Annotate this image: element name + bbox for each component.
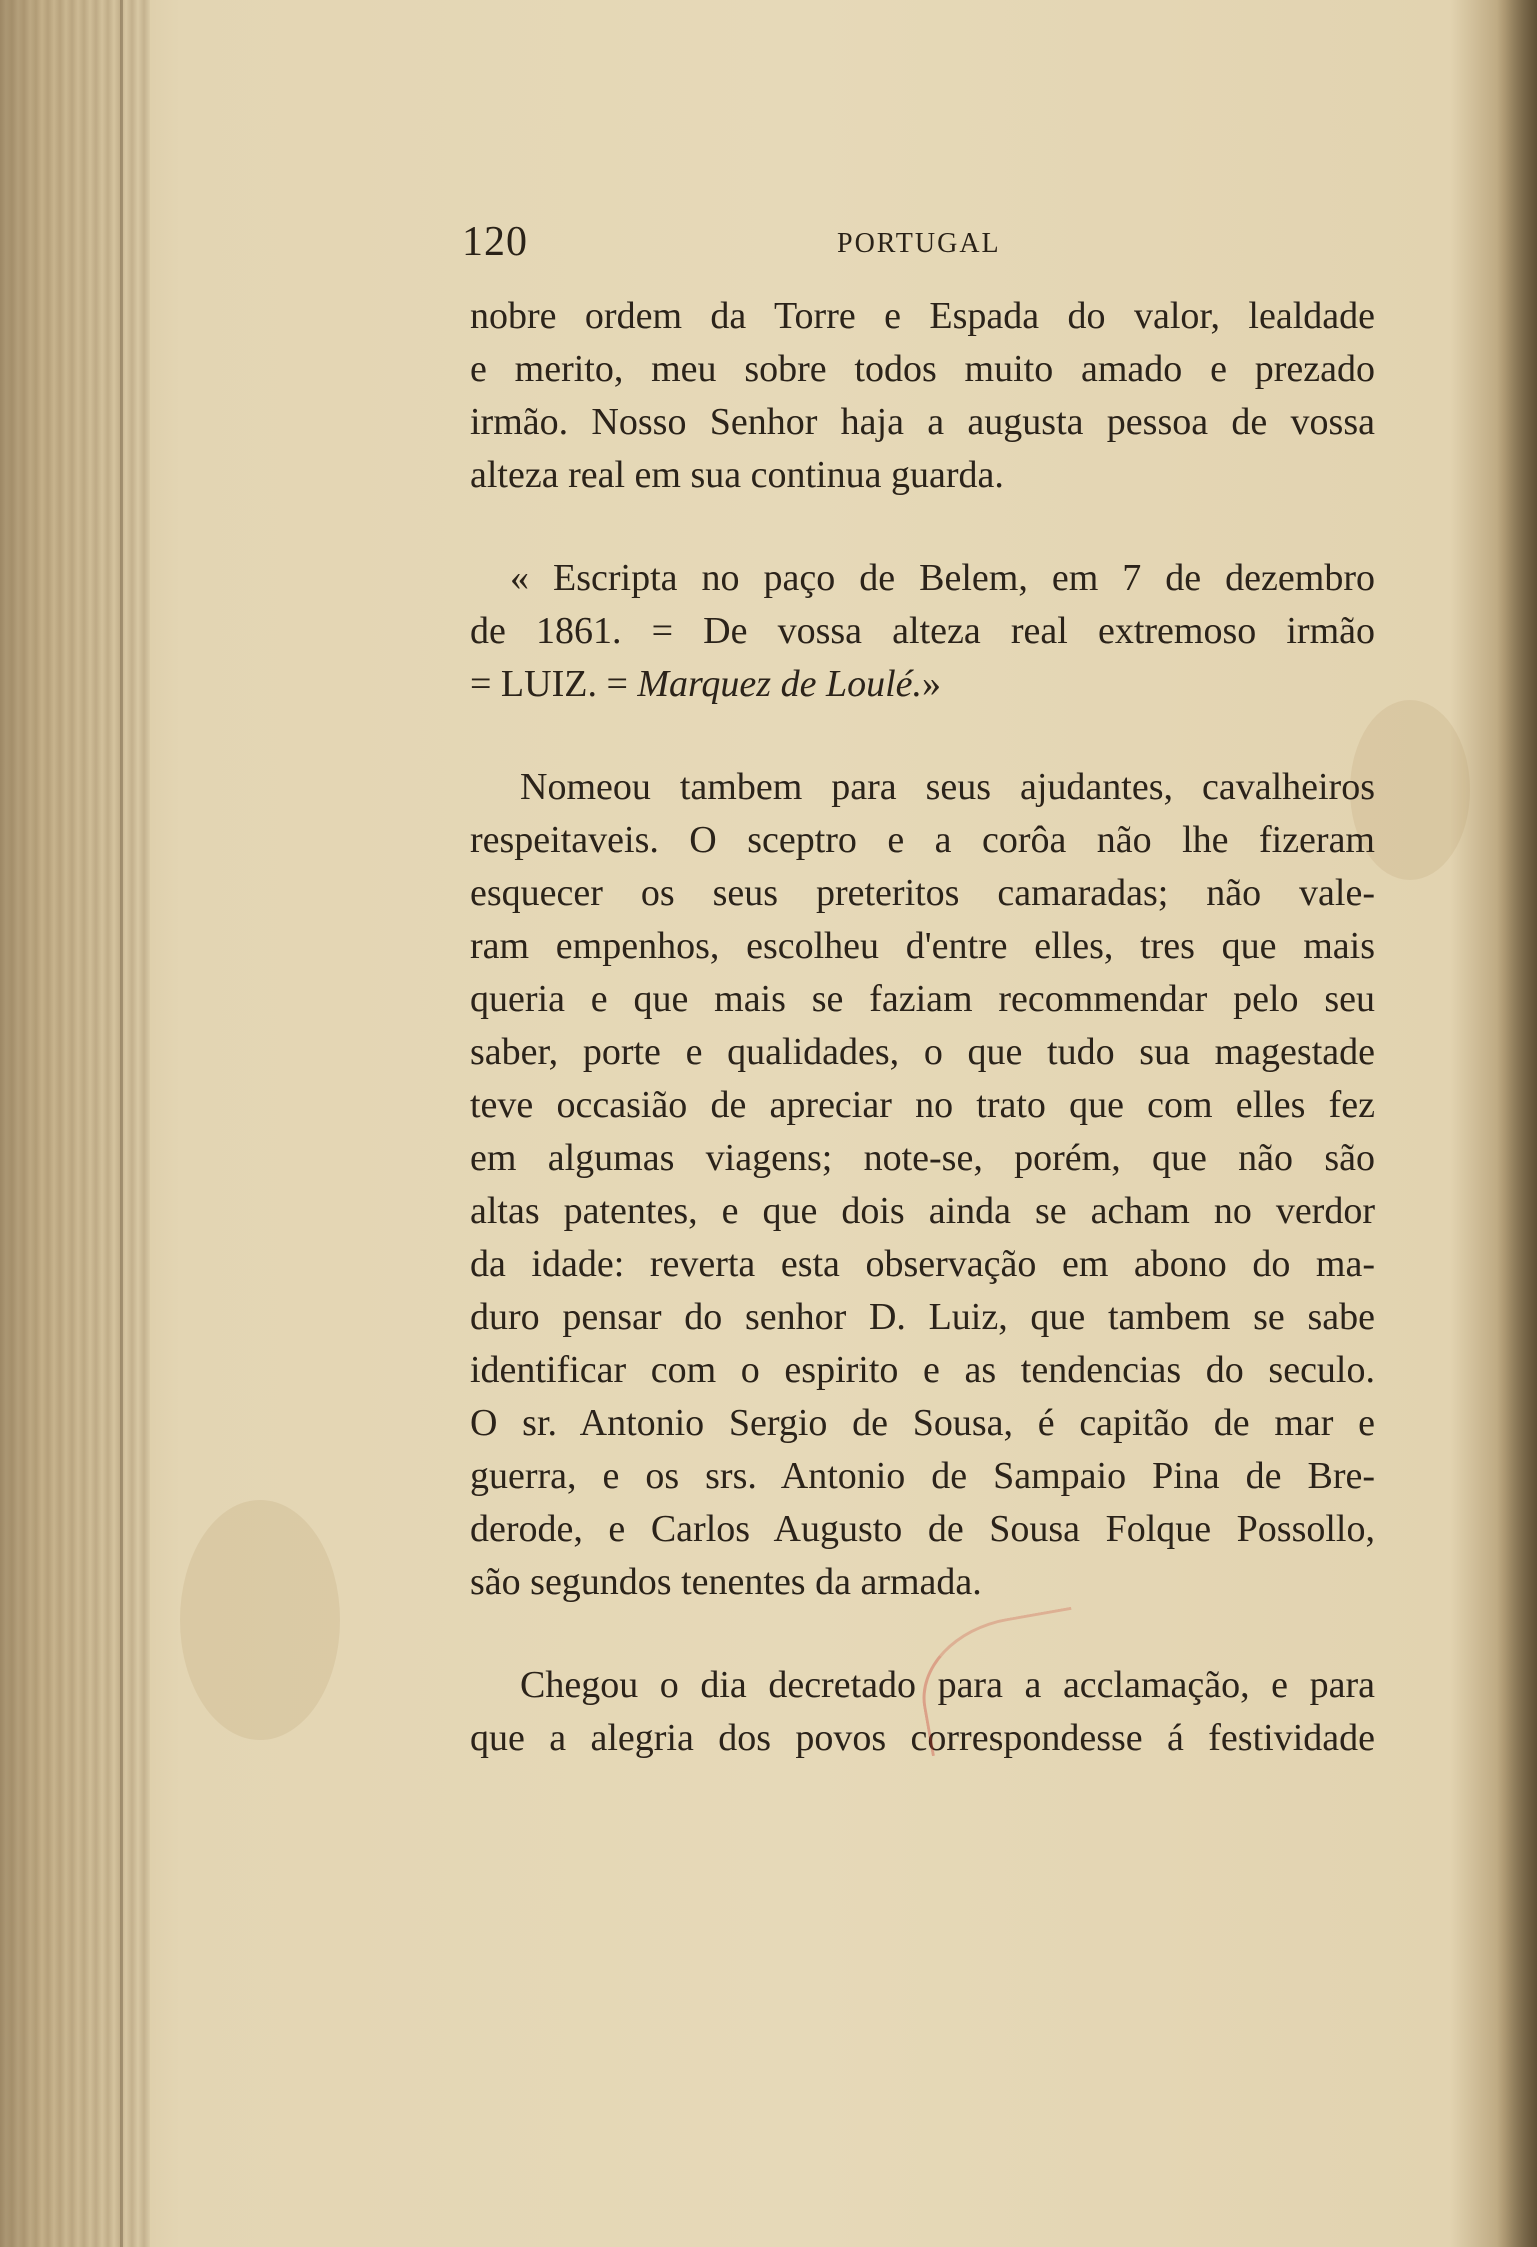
text-line: duro pensar do senhor D. Luiz, que tambem se sabe (470, 1296, 1375, 1338)
spine-shadow (1497, 0, 1537, 2247)
text-line: saber, porte e qualidades, o que tudo sua magestade (470, 1031, 1375, 1073)
running-head: PORTUGAL (837, 228, 1001, 259)
text-line: « Escripta no paço de Belem, em 7 de dezembro (510, 557, 1375, 599)
paragraph-3 (470, 761, 1375, 1609)
text-line: Nomeou tambem para seus ajudantes, cavalheiros (520, 766, 1375, 808)
text-line: teve occasião de apreciar no trato que com elles fez (470, 1084, 1375, 1126)
text-line: alteza real em sua continua guarda. (470, 454, 1004, 496)
paragraph-4 (470, 1659, 1375, 1765)
page-edge-line (120, 0, 123, 2247)
text-line: e merito, meu sobre todos muito amado e prezado (470, 348, 1375, 390)
text-line: que a alegria dos povos correspondesse á festividade (470, 1717, 1375, 1759)
paragraph-1 (470, 290, 1375, 502)
signature-suffix: » (922, 663, 942, 705)
page-header (462, 218, 1002, 268)
text-line: derode, e Carlos Augusto de Sousa Folque Possollo, (470, 1508, 1375, 1550)
paragraph-2 (470, 552, 1375, 605)
text-line: identificar com o espirito e as tendencias do seculo. (470, 1349, 1375, 1391)
paper-stain (180, 1500, 340, 1740)
text-line: Chegou o dia decretado para a acclamação, e para (520, 1664, 1375, 1706)
text-line: queria e que mais se faziam recommendar pelo seu (470, 978, 1375, 1020)
text-line: nobre ordem da Torre e Espada do valor, lealdade (470, 295, 1375, 337)
text-line: irmão. Nosso Senhor haja a augusta pessoa de vossa (470, 401, 1375, 443)
text-line: são segundos tenentes da armada. (470, 1561, 982, 1603)
signature-prefix: = LUIZ. = (470, 663, 638, 705)
text-line: altas patentes, e que dois ainda se acham no verdor (470, 1190, 1375, 1232)
paragraph-2-cont (470, 605, 1375, 711)
text-line: em algumas viagens; note-se, porém, que não são (470, 1137, 1375, 1179)
text-line: O sr. Antonio Sergio de Sousa, é capitão de mar e (470, 1402, 1375, 1444)
body-text (470, 290, 1375, 1765)
text-line: da idade: reverta esta observação em abono do ma- (470, 1243, 1375, 1285)
signature-italic: Marquez de Loulé. (637, 663, 923, 705)
signature-line (470, 658, 1375, 711)
text-line: de 1861. = De vossa alteza real extremoso irmão (470, 610, 1375, 652)
text-line: esquecer os seus preteritos camaradas; não vale- (470, 872, 1375, 914)
text-line: respeitaveis. O sceptro e a corôa não lhe fizeram (470, 819, 1375, 861)
page-edge (0, 0, 150, 2247)
text-line: ram empenhos, escolheu d'entre elles, tres que mais (470, 925, 1375, 967)
text-line: guerra, e os srs. Antonio de Sampaio Pina de Bre- (470, 1455, 1375, 1497)
page-number: 120 (462, 219, 528, 265)
